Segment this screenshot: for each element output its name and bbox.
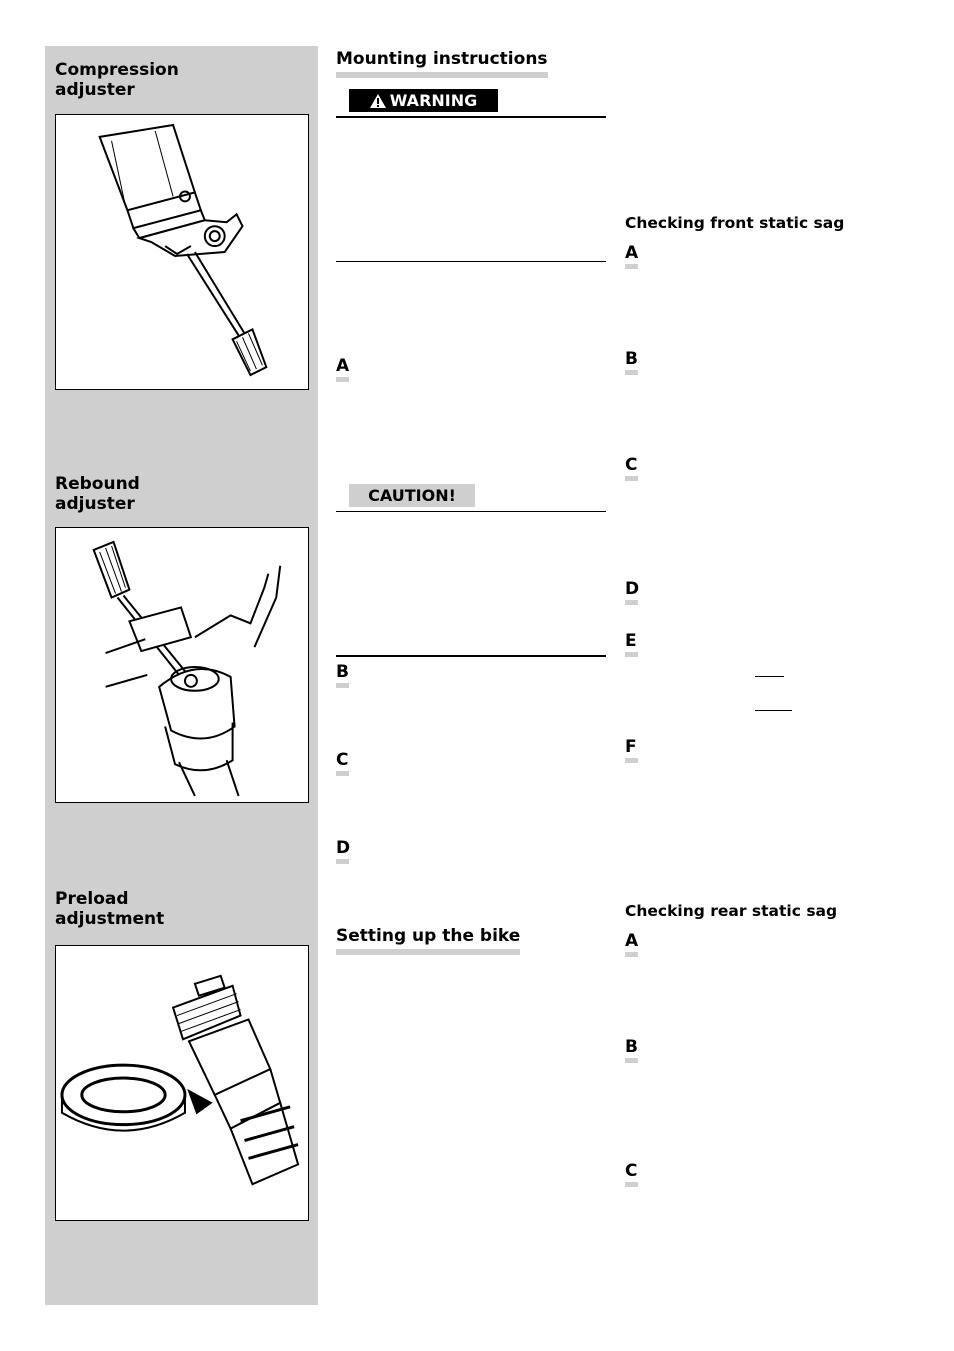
warning-badge	[349, 89, 498, 112]
front-sag-blank-line-2	[755, 710, 792, 711]
rebound-adjuster-figure	[55, 527, 309, 803]
front-sag-step-c: C	[625, 456, 638, 481]
caution-bottom-rule	[336, 655, 606, 657]
preload-adjustment-title: Preload adjustment	[55, 889, 165, 929]
mounting-step-d: D	[336, 839, 349, 864]
front-sag-heading: Checking front static sag	[625, 214, 845, 232]
compression-adjuster-title: Compression adjuster	[55, 60, 179, 100]
front-sag-step-d: D	[625, 580, 638, 605]
mounting-step-a: A	[336, 357, 349, 382]
warning-bottom-rule	[336, 261, 606, 262]
compression-adjuster-figure	[55, 114, 309, 390]
front-sag-step-b: B	[625, 350, 638, 375]
warning-triangle-icon	[370, 94, 386, 108]
caution-top-rule	[336, 511, 606, 512]
preload-adjustment-figure	[55, 945, 309, 1221]
rear-sag-heading: Checking rear static sag	[625, 902, 838, 920]
warning-label: WARNING	[389, 91, 478, 110]
front-sag-step-f: F	[625, 738, 638, 763]
rear-sag-step-c: C	[625, 1162, 638, 1187]
rear-sag-step-b: B	[625, 1038, 638, 1063]
rebound-adjuster-title: Rebound adjuster	[55, 474, 140, 514]
front-sag-step-a: A	[625, 244, 638, 269]
mounting-instructions-heading: Mounting instructions	[336, 49, 548, 78]
rear-sag-step-a: A	[625, 932, 638, 957]
caution-badge: CAUTION!	[349, 484, 475, 507]
warning-top-rule	[336, 116, 606, 118]
mounting-step-c: C	[336, 751, 349, 776]
setting-up-bike-heading: Setting up the bike	[336, 926, 520, 955]
mounting-step-b: B	[336, 663, 349, 688]
front-sag-step-e: E	[625, 632, 638, 657]
front-sag-blank-line-1	[755, 676, 784, 677]
